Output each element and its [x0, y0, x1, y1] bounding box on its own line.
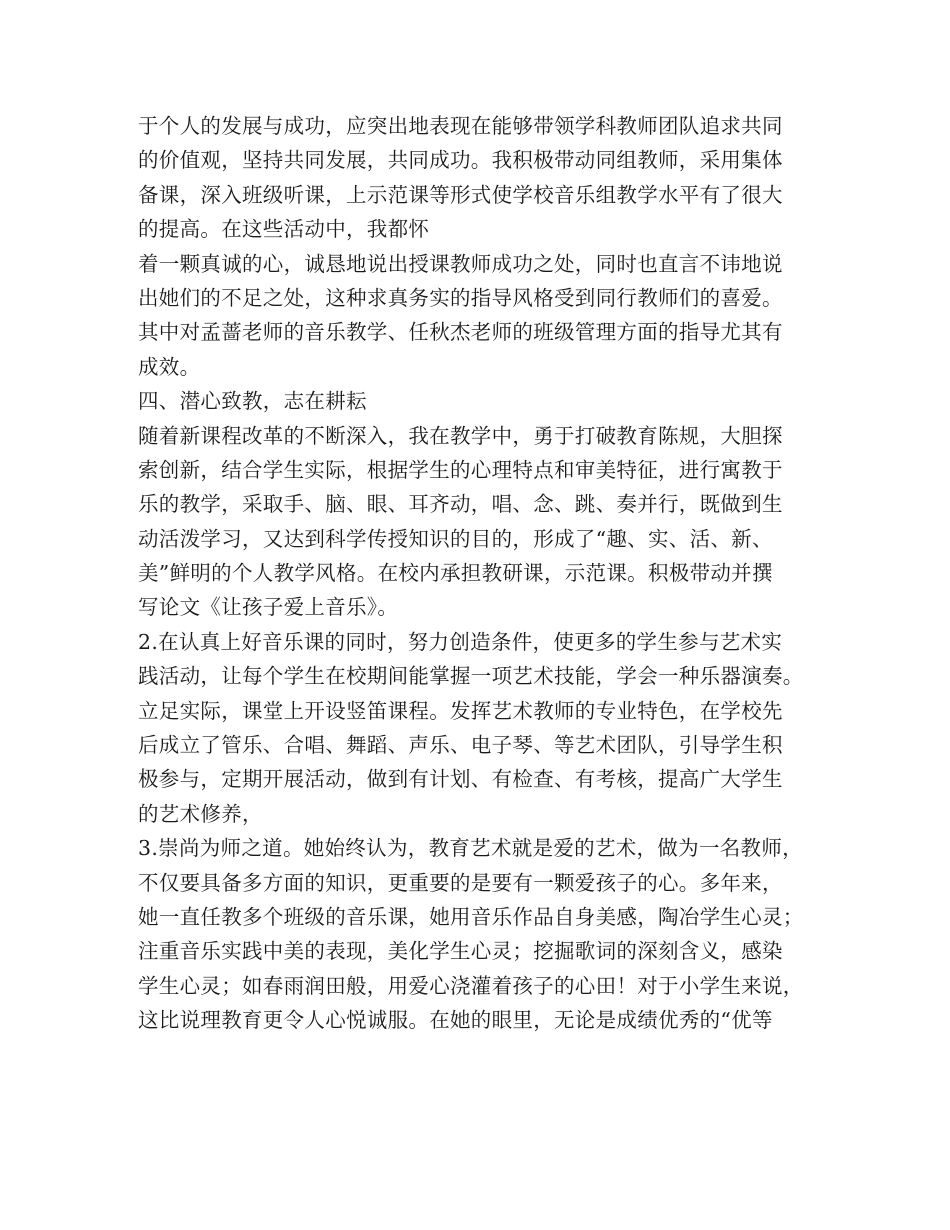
text-line: 立足实际，课堂上开设竖笛课程。发挥艺术教师的专业特色，在学校先	[138, 698, 783, 723]
text-line: 后成立了管乐、合唱、舞蹈、声乐、电子琴、等艺术团队，引导学生积	[138, 733, 783, 758]
text-line: 成效。	[138, 354, 201, 379]
text-line: 极参与，定期开展活动，做到有计划、有检查、有考核，提高广大学生	[138, 767, 783, 792]
text-line: 写论文《让孩子爱上音乐》。	[138, 595, 399, 620]
text-line: 注重音乐实践中美的表现，美化学生心灵；挖掘歌词的深刻含义，感染	[138, 939, 783, 964]
text-line: 出她们的不足之处，这种求真务实的指导风格受到同行教师们的喜爱。	[138, 285, 783, 310]
section-heading: 四、潜心致教，志在耕耘	[138, 389, 367, 414]
text-line: 她一直任教多个班级的音乐课，她用音乐作品自身美感，陶冶学生心灵；	[138, 904, 804, 929]
text-line: 的价值观，坚持共同发展，共同成功。我积极带动同组教师，采用集体	[138, 148, 783, 173]
text-line: 索创新，结合学生实际，根据学生的心理特点和审美特征，进行寓教于	[138, 457, 783, 482]
text-line: 学生心灵；如春雨润田般，用爱心浇灌着孩子的心田！对于小学生来说，	[138, 973, 804, 998]
text-line: 乐的教学，采取手、脑、眼、耳齐动，唱、念、跳、奏并行，既做到生	[138, 492, 783, 517]
text-line: 3.崇尚为师之道。她始终认为，教育艺术就是爱的艺术，做为一名教师，	[138, 836, 803, 861]
text-line: 备课，深入班级听课，上示范课等形式使学校音乐组教学水平有了很大	[138, 182, 783, 207]
text-line: 这比说理教育更令人心悦诚服。在她的眼里，无论是成绩优秀的“优等	[138, 1008, 773, 1033]
text-line: 践活动，让每个学生在校期间能掌握一项艺术技能，学会一种乐器演奏。	[138, 664, 804, 689]
text-line: 不仅要具备多方面的知识，更重要的是要有一颗爱孩子的心。多年来，	[138, 870, 783, 895]
body-text	[138, 109, 828, 1038]
text-line: 随着新课程改革的不断深入，我在教学中，勇于打破教育陈规，大胆探	[138, 423, 783, 448]
text-line: 的艺术修养，	[138, 801, 263, 826]
text-line: 美”鲜明的个人教学风格。在校内承担教研课，示范课。积极带动并撰	[138, 561, 773, 586]
text-line: 其中对孟蔷老师的音乐教学、任秋杰老师的班级管理方面的指导尤其有	[138, 320, 783, 345]
text-line: 着一颗真诚的心，诚恳地说出授课教师成功之处，同时也直言不讳地说	[138, 251, 783, 276]
text-line: 动活泼学习，又达到科学传授知识的目的，形成了“趣、实、活、新、	[138, 526, 773, 551]
text-line: 2.在认真上好音乐课的同时，努力创造条件，使更多的学生参与艺术实	[138, 629, 783, 654]
text-line: 于个人的发展与成功，应突出地表现在能够带领学科教师团队追求共同	[138, 114, 783, 138]
text-line: 的提高。在这些活动中，我都怀	[138, 217, 430, 242]
